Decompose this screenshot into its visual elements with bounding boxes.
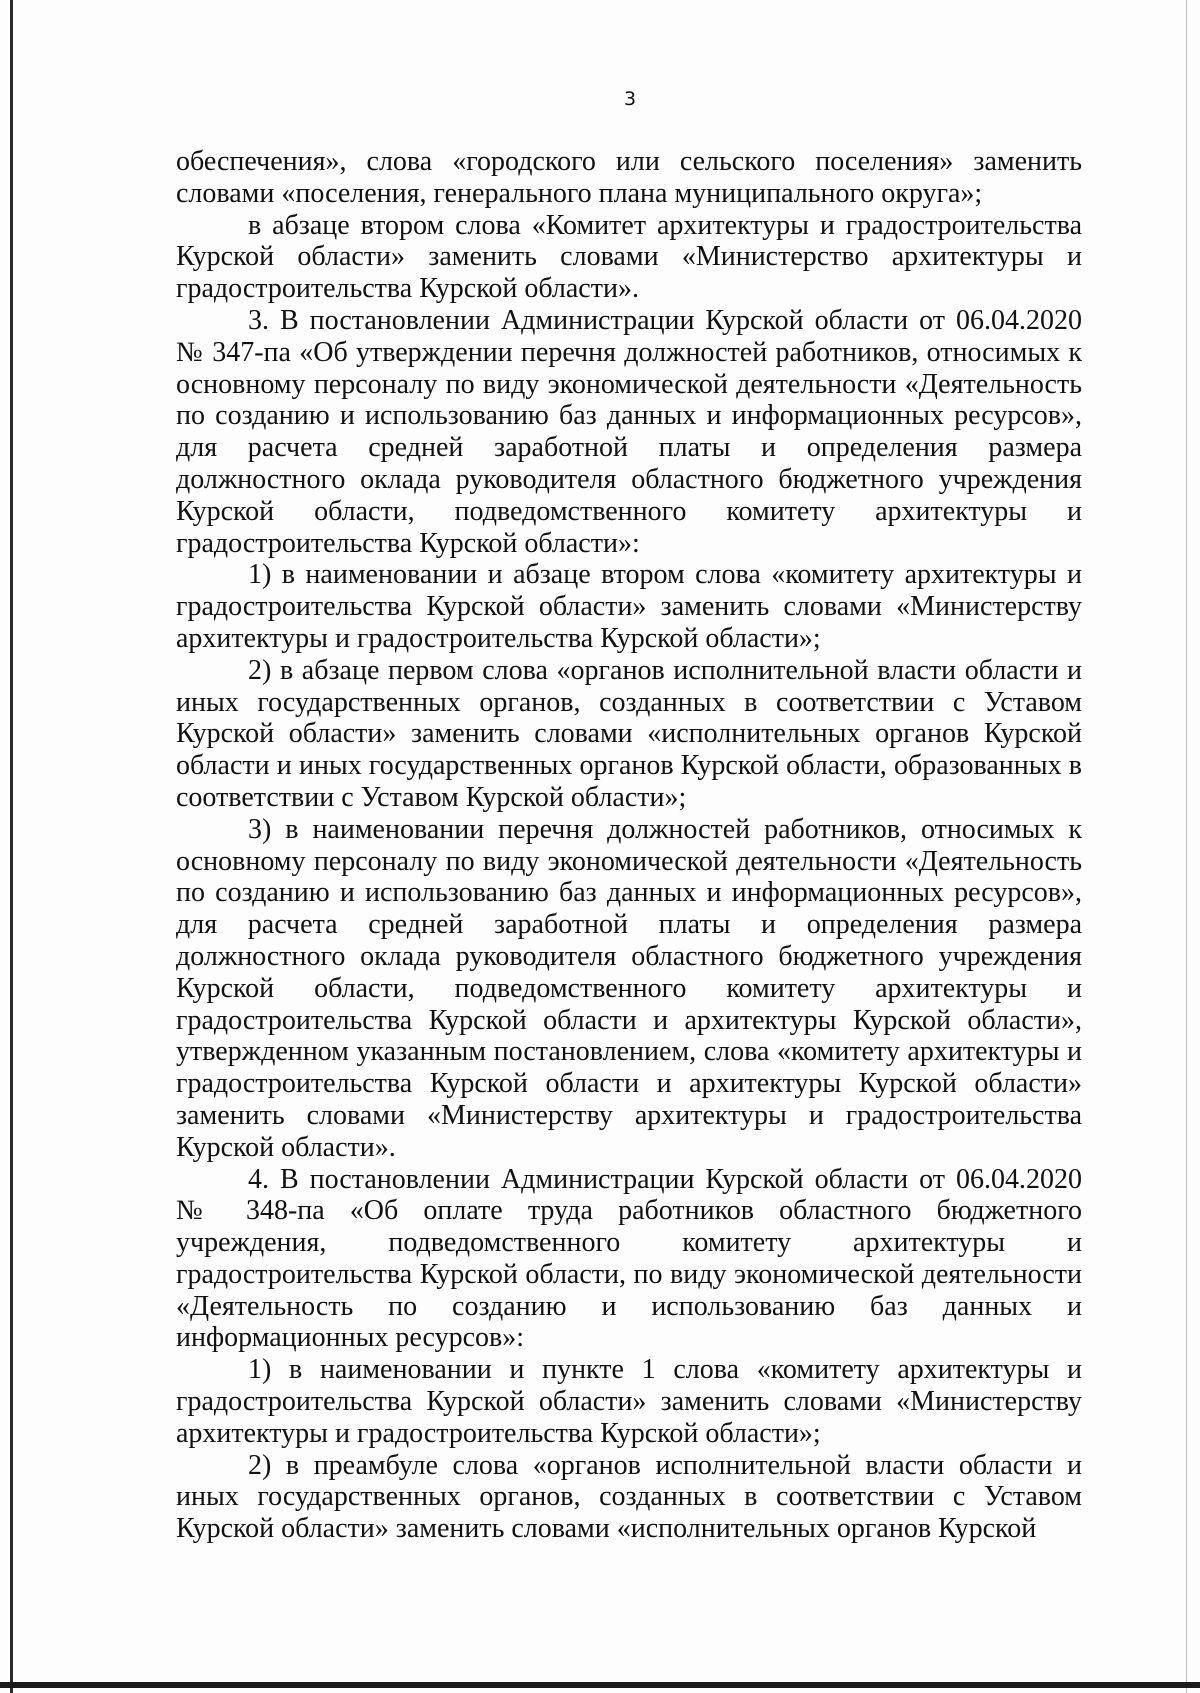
paragraph-abzats-vtoroy: в абзаце втором слова «Комитет архитектуры и градостроительства Курской области» заменить словами «Министерство архитектуры и градостроительства Курской области». bbox=[176, 209, 1082, 305]
scan-bottom-edge bbox=[0, 1682, 1200, 1688]
paragraph-item-3-sub-3: 3) в наименовании перечня должностей работников, относимых к основному персоналу по виду экономической деятельности «Деятельность по созданию и использованию баз данных и информационных ресурсов», для расчета средней заработной платы и определения размера должностного оклада руководителя областного бюджетного учреждения Курской области, подведомственного комитету архитектуры и градостроительства Курской области и архитектуры Курской области», утвержденном указанным постановлением, слова «комитету архитектуры и градостроительства Курской области и архитектуры Курской области» заменить словами «Министерству архитектуры и градостроительства Курской области». bbox=[176, 813, 1082, 1163]
document-body bbox=[176, 146, 1082, 1545]
paragraph-item-4-sub-2: 2) в преамбуле слова «органов исполнительной власти области и иных государственных органов, созданных в соответствии с Уставом Курской области» заменить словами «исполнительных органов Курской bbox=[176, 1449, 1082, 1545]
paragraph-item-3: 3. В постановлении Администрации Курской области от 06.04.2020 № 347-па «Об утверждении перечня должностей работников, относимых к основному персоналу по виду экономической деятельности «Деятельность по созданию и использованию баз данных и информационных ресурсов», для расчета средней заработной платы и определения размера должностного оклада руководителя областного бюджетного учреждения Курской области, подведомственного комитету архитектуры и градостроительства Курской области»: bbox=[176, 304, 1082, 559]
scan-left-edge bbox=[10, 0, 13, 1693]
scan-right-edge bbox=[1186, 0, 1187, 1693]
page-number: 3 bbox=[623, 88, 637, 110]
paragraph-continuation: обеспечения», слова «городского или сельского поселения» заменить словами «поселения, генерального плана муниципального округа»; bbox=[176, 146, 1082, 209]
paragraph-item-3-sub-2: 2) в абзаце первом слова «органов исполнительной власти области и иных государственных органов, созданных в соответствии с Уставом Курской области» заменить словами «исполнительных органов Курской области и иных государственных органов Курской области, образованных в соответствии с Уставом Курской области»; bbox=[176, 654, 1082, 813]
paragraph-item-4-sub-1: 1) в наименовании и пункте 1 слова «комитету архитектуры и градостроительства Курской области» заменить словами «Министерству архитектуры и градостроительства Курской области»; bbox=[176, 1354, 1082, 1449]
paragraph-item-4: 4. В постановлении Администрации Курской области от 06.04.2020 № 348-па «Об оплате труда работников областного бюджетного учреждения, подведомственного комитету архитектуры и градостроительства Курской области, по виду экономической деятельности «Деятельность по созданию и использованию баз данных и информационных ресурсов»: bbox=[176, 1163, 1082, 1354]
paragraph-item-3-sub-1: 1) в наименовании и абзаце втором слова «комитету архитектуры и градостроительства Курской области» заменить словами «Министерству архитектуры и градостроительства Курской области»; bbox=[176, 559, 1082, 654]
